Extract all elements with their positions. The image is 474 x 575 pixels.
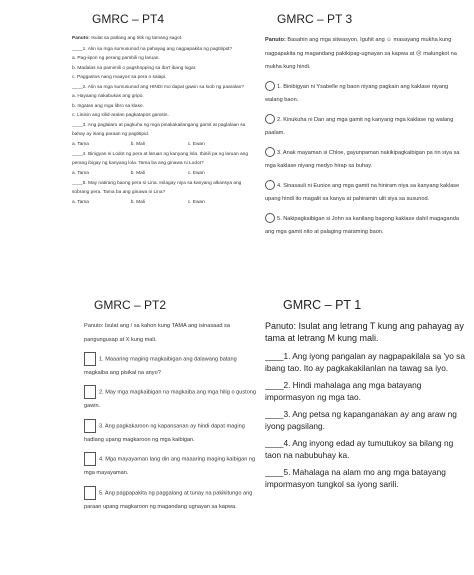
pt3-item-2-text: 2. Kinukuha ni Dan ang mga gamit ng kanyang mga kaklase ng walang paalam. (265, 116, 454, 136)
pt3-item-5-text: 5. Nakipagkaibigan si John sa kanilang bagong kaklase dahil magaganda ang mga gamit nito at palaging maraming baon. (265, 215, 459, 235)
answer-circle-icon (265, 147, 275, 157)
pt3-instr-label: Panuto: (265, 37, 286, 43)
pt4-q4-options (72, 169, 250, 178)
pt4-q2-option-b: b. Ingatan ang mga libro sa klase. (72, 103, 144, 109)
pt3-item-3-text: 3. Anak mayaman si Chloe, gayunpaman nakikipagkaibigan pa rin siya sa mga kaklase niyang medyo hirap sa buhay. (265, 149, 460, 169)
pt4-question-2: ____2. Alin sa mga sumusunod ang HINDI mo dapat gawin sa loob ng paaralan? (72, 84, 244, 90)
pt1-item-1: ____1. Ang iyong pangalan ay nagpapakilala sa 'yo sa ibang tao. Ito ay pagkakakilanlan na tawag sa iyo. (265, 351, 465, 373)
pt2-item-1 (84, 352, 260, 380)
answer-box-icon (84, 419, 96, 433)
pt4-title: GMRC – PT4 (92, 12, 165, 26)
pt2-instructions: Panuto: Isulat ang / sa kahon kung TAMA ang isinasaad sa pangungusap at X kung mali. (84, 323, 230, 343)
pt4-q5-options (72, 198, 250, 207)
answer-box-icon (84, 352, 96, 366)
pt2-item-3 (84, 419, 260, 447)
pt4-q3-option-b: b. Mali (130, 141, 145, 147)
pt4-q5-option-a: a. Tama (72, 199, 89, 205)
pt3-item-1-text: 1. Binibigyan ni Ysabelle ng baon niyang pagkain ang kaklase niyang walang baon. (265, 83, 449, 103)
pt4-q3-option-c: c. Ewan (187, 141, 205, 147)
pt2-title: GMRC – PT2 (94, 298, 167, 312)
pt4-q5-option-b: b. Mali (130, 199, 145, 205)
answer-circle-icon (265, 81, 275, 91)
pt4-instr-text: Isulat sa patlang ang titik ng tamang sagot. (89, 36, 183, 41)
pt2-item-2 (84, 385, 260, 413)
pt2-section (84, 298, 260, 575)
pt3-item-4-text: 4. Sinasauli ni Eunice ang mga gamit na hiniram niya sa kanyang kaklase upang hindi ito magalit sa kanya at pahiramin ulit siya sa susunod. (265, 182, 460, 202)
pt3-instr-text: Basahin ang mga sitwasyon. Iguhit ang ☺ masayang mukha kung nagpapakita ng magandang pakikipag-ugnayan sa kapwa at ☹ malungkot na mukha kung hindi. (265, 37, 457, 70)
pt1-item-4: ____4. Ang inyong edad ay tumutukoy sa bilang ng taon na nabubuhay ka. (265, 438, 454, 460)
pt2-item-5-text: 5. Ang pagpapakita ng paggalang at tunay na pakikitungo ang paraan upang magkaroon ng magandang ugnayan sa kapwa. (84, 490, 253, 510)
answer-circle-icon (265, 114, 275, 124)
pt3-item-3 (265, 147, 465, 174)
pt3-item-2 (265, 114, 465, 141)
answer-box-icon (84, 452, 96, 466)
pt3-item-4 (265, 180, 465, 207)
pt3-item-1 (265, 81, 465, 108)
pt4-q2-option-a: a. Hayaang nakabukas ang gripo. (72, 94, 144, 99)
pt4-q1-option-c: c. Paggastos nang maayos sa pera o salapi. (72, 75, 167, 80)
pt4-q4-option-a: a. Tama (72, 170, 89, 176)
pt4-q4-option-c: c. Ewan (187, 170, 205, 176)
pt2-item-5 (84, 486, 260, 514)
pt1-title: GMRC – PT 1 (283, 298, 362, 312)
answer-circle-icon (265, 180, 275, 190)
pt4-question-3: ____3. Ang paglalaro at pagkuha ng mga pinakakailangang gamit at paglalaan sa bahay ay isang paraan ng pagtitipid. (72, 122, 246, 137)
pt3-section (265, 12, 465, 274)
pt3-title: GMRC – PT 3 (277, 12, 353, 26)
pt2-item-2-text: 2. May mga magkaibigan na magkaiba ang mga hilig o gustong gawin. (84, 389, 257, 410)
pt4-q5-option-c: c. Ewan (187, 199, 205, 205)
answer-box-icon (84, 486, 96, 500)
pt3-item-5 (265, 213, 465, 240)
pt1-instructions: Panuto: Isulat ang letrang T kung ang pahayag ay tama at letrang M kung mali. (265, 321, 464, 343)
pt4-instructions (72, 34, 250, 44)
pt2-item-1-text: 1. Maaaring maging magkaibigan ang dalawang batang magkaiba ang pisikal na anyo? (84, 356, 237, 376)
pt4-q1-option-b: b. Madalas na pamimili o pagshopping sa iba't ibang lugar. (72, 65, 197, 71)
pt1-section (265, 298, 465, 575)
pt4-q1-option-a: a. Pag-iipon ng perang pambili ng laruan. (72, 56, 160, 61)
pt1-item-2: ____2. Hindi mahalaga ang mga batayang impormasyon ng mga tao. (265, 380, 422, 402)
pt3-instructions (265, 34, 465, 75)
answer-box-icon (84, 385, 96, 399)
pt1-item-3: ____3. Ang petsa ng kapanganakan ay ang araw ng iyong pagsilang. (265, 409, 457, 431)
pt2-item-4 (84, 452, 260, 480)
pt1-item-5: ____5. Mahalaga na alam mo ang mga batayang impormasyon tungkol sa iyong sarili. (265, 467, 446, 489)
pt4-instr-label: Panuto: (72, 36, 90, 41)
pt4-q2-option-c: c. Linisin ang silid-aralan pagkatapos gamitin. (72, 113, 169, 118)
answer-circle-icon (265, 213, 275, 223)
pt4-q3-option-a: a. Tama (72, 141, 89, 147)
pt2-item-3-text: 3. Ang pagkakaroon ng kapansanan ay hindi dapat maging hadlang upang magkaroon ng mga kaibigan. (84, 423, 245, 443)
pt2-item-4-text: 4. Mga mayayaman lang din ang maaaring maging kaibigan ng mga mayayaman. (84, 456, 256, 477)
pt4-q3-options (72, 140, 250, 149)
pt4-question-5: ____5. May natirang baong pera si Lina. Inilagay niya sa kanyang alkansya ang sobrang pera. Tama ba ang ginawa ni Lina? (72, 180, 242, 195)
pt4-q4-option-b: b. Mali (130, 170, 145, 176)
pt4-question-1: ____1. Alin sa mga sumusunod na pahayag ang nagpapakita ng pagtitipid? (72, 46, 233, 52)
pt4-question-4: ____4. Binigyan si Lodot ng pera at laruan ng kanyang lola. Ibinili pa ng laruan ang perang ibigay ng kanyang lola. Tama ba ang ginawa ni Lodot? (72, 151, 249, 166)
pt4-section (72, 12, 250, 274)
